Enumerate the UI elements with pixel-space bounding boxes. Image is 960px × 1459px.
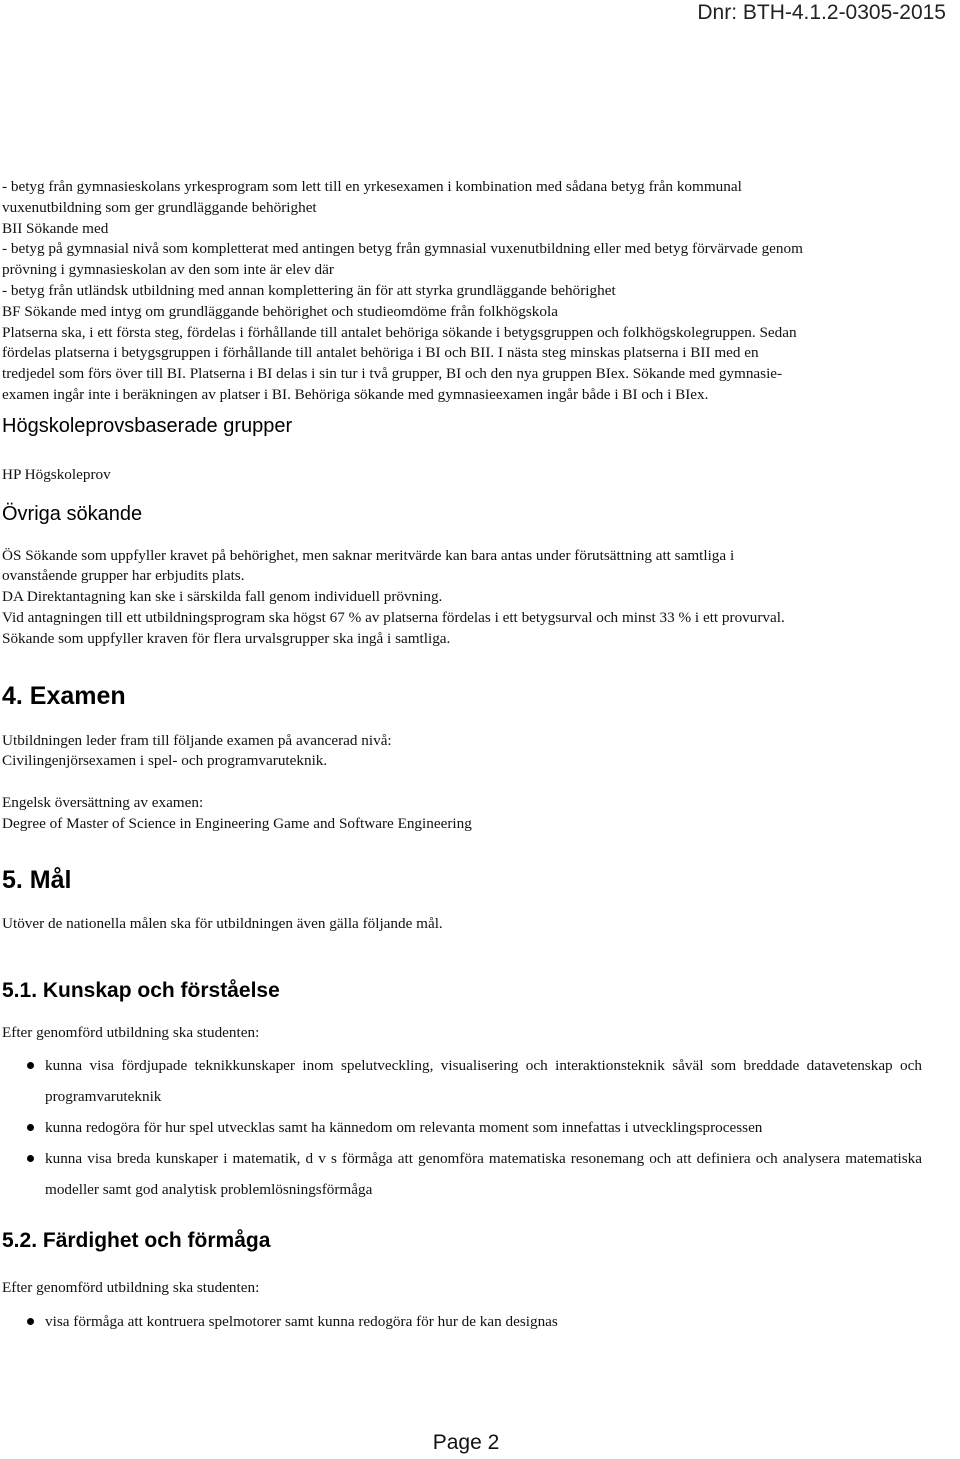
list-item bbox=[2, 1112, 922, 1143]
text-line: - betyg från gymnasieskolans yrkesprogram som lett till en yrkesexamen i kombination med sådana betyg från kommunal bbox=[2, 178, 742, 195]
text-line: Platserna ska, i ett första steg, fördelas i förhållande till antalet behöriga sökande i betygsgruppen och folkhögskolegruppen. Sedan bbox=[2, 323, 797, 341]
admission-groups-text bbox=[2, 177, 927, 406]
fardighet-intro: Efter genomförd utbildning ska studenten: bbox=[2, 1279, 260, 1297]
text-line: Vid antagningen till ett utbildningsprogram ska högst 67 % av platserna fördelas i ett betygsurval och minst 33 % i ett provurval. bbox=[2, 608, 785, 626]
text-line: fördelas platserna i betygsgruppen i förhållande till antalet behöriga i BI och BII. I nästa steg minskas platserna i BII med en bbox=[2, 344, 759, 362]
document-body bbox=[2, 177, 927, 1337]
text-line: BF Sökande med intyg om grundläggande behörighet och studieomdöme från folkhögskola bbox=[2, 302, 558, 320]
text-line: Engelsk översättning av examen: bbox=[2, 794, 204, 812]
text-line: vuxenutbildning som ger grundläggande behörighet bbox=[2, 198, 317, 216]
bullet-icon bbox=[27, 1124, 34, 1131]
text-line: BII Sökande med bbox=[2, 219, 109, 237]
text-line: ovanstående grupper har erbjudits plats. bbox=[2, 567, 245, 585]
text-line: prövning i gymnasieskolan av den som inte är elev där bbox=[2, 261, 334, 279]
section-heading-ovriga: Övriga sökande bbox=[2, 502, 143, 525]
text-line: - betyg från utländsk utbildning med annan komplettering än för att styrka grundläggande behörighet bbox=[2, 281, 616, 299]
text-line: - betyg på gymnasial nivå som kompletterat med antingen betyg från gymnasial vuxenutbildning eller med betyg förvärvade genom bbox=[2, 240, 803, 258]
list-item-text: kunna visa breda kunskaper i matematik, d v s förmåga att genomföra matematiska resonemang och att definiera och analysera matematiska modeller samt god analytisk problemlösningsförmåga bbox=[45, 1150, 922, 1199]
text-line: Degree of Master of Science in Engineering Game and Software Engineering bbox=[2, 814, 472, 832]
section-heading-examen: 4. Examen bbox=[2, 681, 126, 710]
page-number: Page 2 bbox=[432, 1431, 500, 1454]
section-heading-fardighet: 5.2. Färdighet och förmåga bbox=[2, 1229, 271, 1253]
document-number: Dnr: BTH-4.1.2-0305-2015 bbox=[697, 1, 946, 24]
section-heading-hp: Högskoleprovsbaserade grupper bbox=[2, 414, 293, 437]
bullet-icon bbox=[27, 1062, 34, 1069]
text-line: Utbildningen leder fram till följande examen på avancerad nivå: bbox=[2, 731, 392, 749]
list-item-text: kunna visa fördjupade teknikkunskaper inom spelutveckling, visualisering och interaktionsteknik såväl som breddade datavetenskap och programvaruteknik bbox=[45, 1057, 922, 1106]
list-item-text: visa förmåga att kontruera spelmotorer samt kunna redogöra för hur de kan designas bbox=[45, 1313, 558, 1331]
section-heading-kunskap: 5.1. Kunskap och förståelse bbox=[2, 978, 280, 1002]
list-item bbox=[2, 1050, 922, 1112]
text-line: examen ingår inte i beräkningen av platser i BI. Behöriga sökande med gymnasieexamen ingår både i BI och i BIex. bbox=[2, 385, 709, 403]
bullet-icon bbox=[27, 1155, 34, 1162]
examen-text bbox=[2, 731, 927, 835]
fardighet-list bbox=[2, 1306, 927, 1337]
kunskap-list bbox=[2, 1050, 922, 1205]
kunskap-intro: Efter genomförd utbildning ska studenten: bbox=[2, 1023, 260, 1041]
section-heading-mal: 5. Mål bbox=[2, 865, 72, 894]
hp-text: HP Högskoleprov bbox=[2, 465, 111, 483]
text-line: Civilingenjörsexamen i spel- och programvaruteknik. bbox=[2, 752, 328, 770]
list-item bbox=[2, 1143, 922, 1205]
mal-text: Utöver de nationella målen ska för utbildningen även gälla följande mål. bbox=[2, 914, 443, 932]
text-line: ÖS Sökande som uppfyller kravet på behörighet, men saknar meritvärde kan bara antas under förutsättning att samtliga i bbox=[2, 546, 735, 564]
ovriga-text bbox=[2, 546, 927, 650]
text-line: Sökande som uppfyller kraven för flera urvalsgrupper ska ingå i samtliga. bbox=[2, 629, 451, 647]
text-line: DA Direktantagning kan ske i särskilda fall genom individuell prövning. bbox=[2, 588, 443, 606]
bullet-icon bbox=[27, 1318, 34, 1325]
list-item bbox=[2, 1306, 927, 1337]
list-item-text: kunna redogöra för hur spel utvecklas samt ha kännedom om relevanta moment som innefattas i utvecklingsprocessen bbox=[45, 1119, 763, 1137]
text-line: tredjedel som förs över till BI. Platserna i BI delas i sin tur i två grupper, BI och den nya gruppen BIex. Sökande med gymnasie- bbox=[2, 365, 783, 383]
